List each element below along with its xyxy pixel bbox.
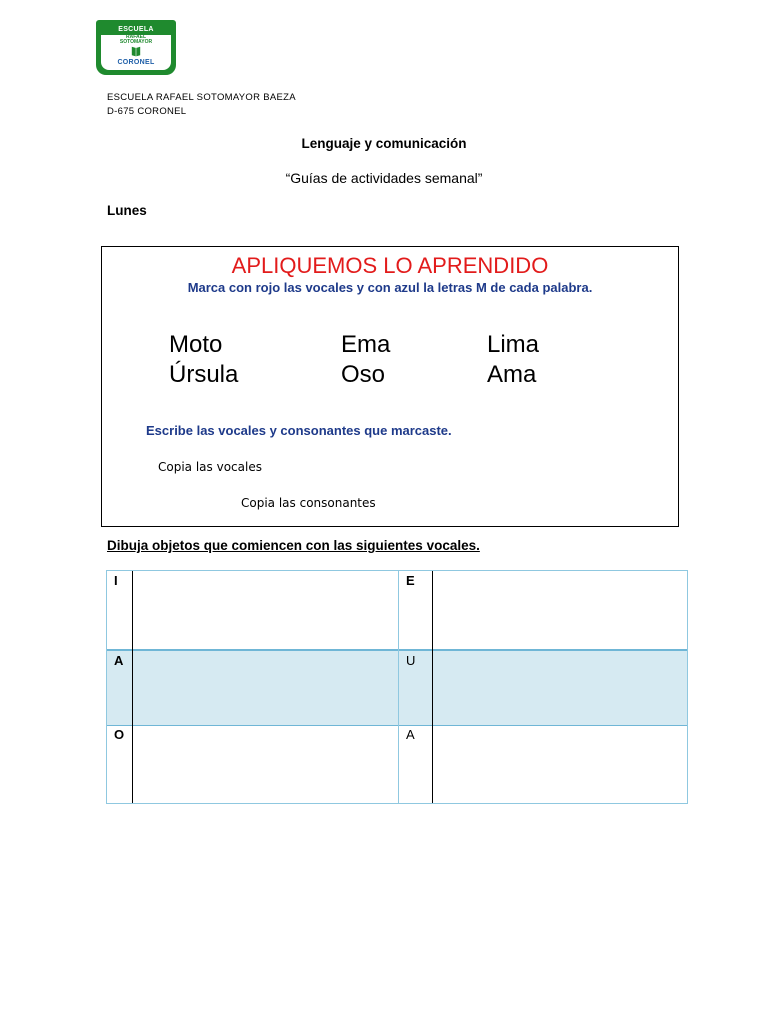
word: Moto: [169, 331, 223, 358]
logo-bottom-text: CORONEL: [117, 59, 155, 66]
word: Ema: [341, 331, 391, 358]
vowel-table: [106, 570, 688, 804]
day-label: Lunes: [107, 203, 147, 218]
logo-name-line1: RAFAEL: [126, 34, 146, 40]
table-cell-label: O: [114, 727, 125, 742]
school-code: D-675 CORONEL: [107, 106, 187, 117]
column-divider: [432, 571, 433, 803]
row-divider: [107, 649, 687, 651]
word: Ama: [487, 361, 537, 388]
column-divider: [398, 571, 399, 803]
school-name: ESCUELA RAFAEL SOTOMAYOR BAEZA: [107, 92, 296, 103]
logo-name-line2: SOTOMAYOR: [119, 39, 153, 45]
table-cell-label: E: [406, 573, 415, 588]
table-row: [107, 571, 687, 649]
word: Lima: [487, 331, 540, 358]
school-logo: [96, 20, 176, 75]
logo-inner: [101, 24, 171, 70]
copy-vowels-label: Copia las vocales: [158, 460, 262, 474]
word: Oso: [341, 361, 386, 388]
table-cell-label: U: [406, 653, 416, 668]
table-cell-label: A: [406, 727, 415, 742]
word: Úrsula: [169, 361, 239, 388]
column-divider: [132, 571, 133, 803]
table-cell-label: I: [114, 573, 118, 588]
table-row: [107, 725, 687, 803]
table-row: [107, 650, 687, 725]
row-divider: [107, 725, 687, 726]
activity-box: [101, 246, 679, 527]
draw-heading: Dibuja objetos que comiencen con las siguientes vocales.: [107, 538, 480, 553]
activity-instruction: Marca con rojo las vocales y con azul la letras M de cada palabra.: [187, 280, 593, 295]
guide-title: “Guías de actividades semanal”: [285, 170, 483, 186]
subject-title: Lenguaje y comunicación: [301, 136, 467, 151]
write-instruction: Escribe las vocales y consonantes que marcaste.: [146, 423, 452, 438]
logo-name: [101, 35, 171, 45]
logo-top-text: ESCUELA: [101, 24, 171, 35]
copy-consonants-label: Copia las consonantes: [241, 496, 376, 510]
activity-title: APLIQUEMOS LO APRENDIDO: [231, 253, 549, 278]
table-cell-label: A: [114, 653, 124, 668]
book-icon: [128, 45, 144, 57]
